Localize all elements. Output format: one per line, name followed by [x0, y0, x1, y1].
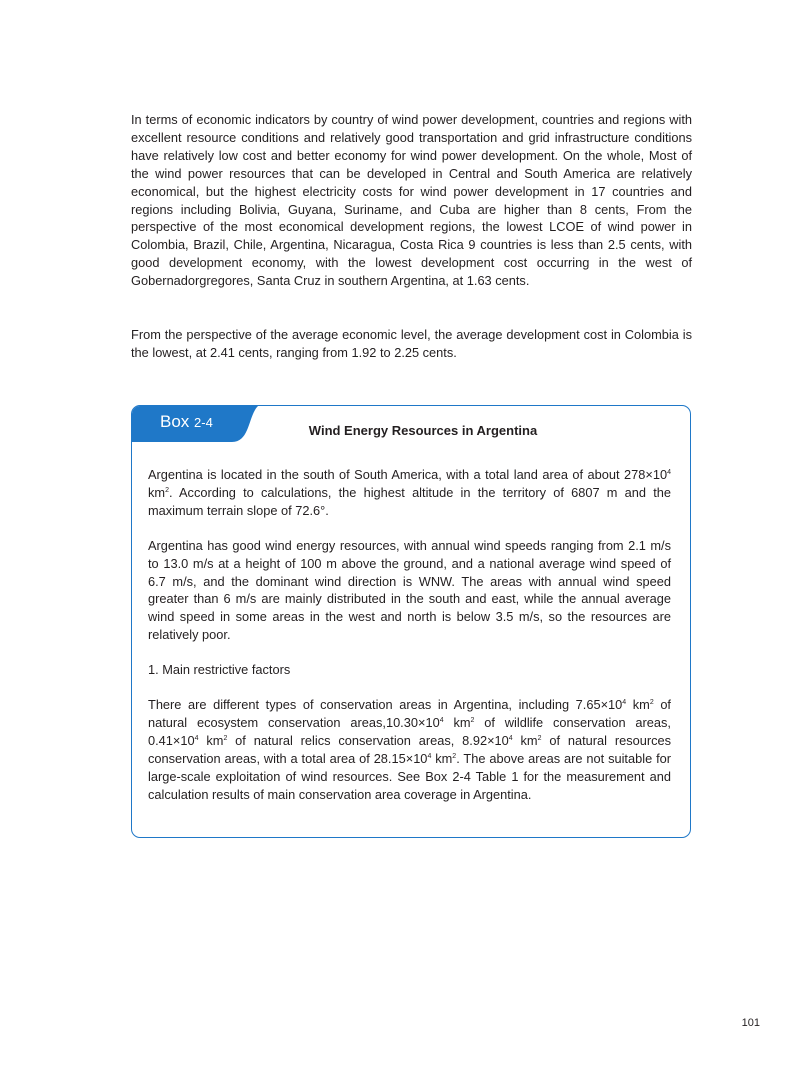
box-2-4	[131, 405, 691, 838]
box-tab	[132, 406, 272, 442]
box-paragraph-2: Argentina has good wind energy resources, with annual wind speeds ranging from 2.1 m/s to 13.0 m/s at a height of 100 m above the ground, and a national average wind speed of 6.7 m/s, and the dominant wind direction is WNW. The areas with annual wind speed greater than 6 m/s are mainly distributed in the south and east, while the annual average wind speed in some areas in the west and north is below 3.5 m/s, so the resources are relatively poor.	[148, 537, 671, 643]
box-paragraph-1: Argentina is located in the south of South America, with a total land area of about $278\times 10^4$ $km^2$. According to calculations, the highest altitude in the territory of 6807 m and the maximum terrain slope of 72.6°.	[148, 467, 671, 518]
box-section-heading: 1. Main restrictive factors	[148, 662, 291, 678]
box-paragraph-3: There are different types of conservation areas in Argentina, including $7.65\times 10^4$ $km^2$ of natural ecosystem conservation $areas,10.30\times 10^4$ $km^2$ of wildlife conservation areas, $0.41\times 10^4$ $km^2$ of natural relics conservation areas, $8.92\times 10^4$ $km^2$ of natural resources conservation areas, with a total area of $28.15\times 10^4$ $km^2$. The above areas are not suitable for large-scale exploitation of wind resources. See Box 2-4 Table 1 for the measurement and calculation results of main conservation area coverage in Argentina.	[148, 697, 672, 802]
box-body	[148, 466, 671, 821]
box-number: 2-4	[194, 415, 213, 430]
box-tab-label	[160, 412, 213, 433]
box-label-word: Box	[160, 412, 190, 431]
page-number: 101	[741, 1017, 760, 1029]
box-title: Wind Energy Resources in Argentina	[308, 423, 538, 438]
body-paragraph-2: From the perspective of the average economic level, the average development cost in Colombia is the lowest, at 2.41 cents, ranging from 1.92 to 2.25 cents.	[131, 327, 692, 360]
body-paragraph-1: In terms of economic indicators by country of wind power development, countries and regions with excellent resource conditions and relatively good transportation and grid infrastructure conditions have relatively low cost and better economy for wind power development. On the whole, Most of the wind power resources that can be developed in Central and South America are relatively economical, but the highest electricity costs for wind power development in 17 countries and regions including Bolivia, Guyana, Suriname, and Cuba are higher than 8 cents, From the perspective of the most economical development regions, the lowest LCOE of wind power in Colombia, Brazil, Chile, Argentina, Nicaragua, Costa Rica 9 countries is less than 2.5 cents, with good development economy, with the lowest development cost occurring in the west of Gobernadorgregores, Santa Cruz in southern Argentina, at 1.63 cents.	[131, 112, 692, 289]
